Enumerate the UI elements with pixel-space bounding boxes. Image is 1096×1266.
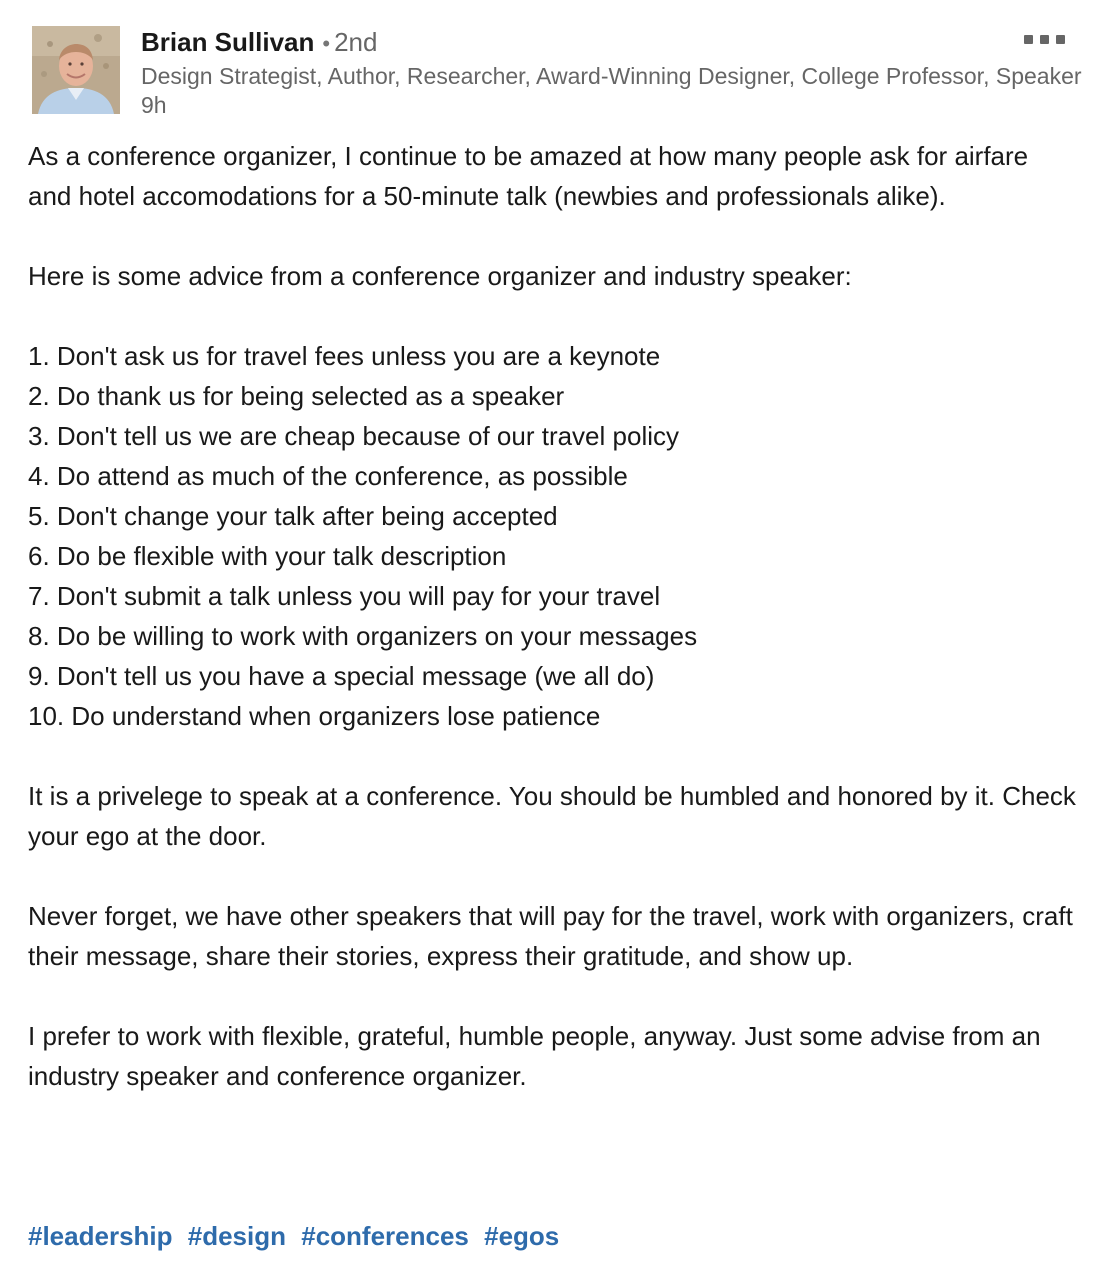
post-timestamp: 9h: [141, 92, 167, 118]
post-paragraph-never-forget: Never forget, we have other speakers that will pay for the travel, work with organizers, craft their message, share their stories, express their gratitude, and show up.: [28, 901, 1073, 971]
author-line: [141, 26, 377, 60]
post-header: [0, 0, 1096, 130]
list-item: 10. Do understand when organizers lose patience: [28, 701, 601, 731]
list-item: 2. Do thank us for being selected as a speaker: [28, 381, 565, 411]
author-photo: [32, 26, 120, 114]
list-item: 5. Don't change your talk after being accepted: [28, 501, 558, 531]
list-item: 1. Don't ask us for travel fees unless you are a keynote: [28, 341, 661, 371]
hashtag-leadership[interactable]: #leadership: [28, 1221, 173, 1251]
hashtag-list: [28, 1216, 559, 1256]
list-item: 3. Don't tell us we are cheap because of our travel policy: [28, 421, 679, 451]
advice-list: [28, 336, 1078, 736]
list-item: 7. Don't submit a talk unless you will pay for your travel: [28, 581, 661, 611]
more-options-dot: [1040, 35, 1049, 44]
more-options-dot: [1056, 35, 1065, 44]
more-options-icon[interactable]: [1016, 26, 1072, 52]
list-item: 9. Don't tell us you have a special message (we all do): [28, 661, 655, 691]
more-options-dot: [1024, 35, 1033, 44]
list-item: 6. Do be flexible with your talk description: [28, 541, 507, 571]
hashtag-egos[interactable]: #egos: [484, 1221, 560, 1251]
post-body: [28, 136, 1078, 1096]
bullet-separator: •: [322, 31, 331, 56]
post-intro: As a conference organizer, I continue to be amazed at how many people ask for airfare and hotel accomodations for a 50-minute talk (newbies and professionals alike).: [28, 141, 1029, 211]
author-name[interactable]: Brian Sullivan: [141, 27, 315, 57]
author-headline: Design Strategist, Author, Researcher, Award-Winning Designer, College Professor, Speaker: [141, 63, 1082, 89]
author-avatar[interactable]: [32, 26, 120, 114]
post-paragraph-prefer: I prefer to work with flexible, grateful, humble people, anyway. Just some advise from an industry speaker and conference organizer.: [28, 1021, 1041, 1091]
post-lead: Here is some advice from a conference organizer and industry speaker:: [28, 261, 852, 291]
hashtag-design[interactable]: #design: [187, 1221, 286, 1251]
list-item: 8. Do be willing to work with organizers on your messages: [28, 621, 698, 651]
post-paragraph-privilege: It is a privelege to speak at a conference. You should be humbled and honored by it. Check your ego at the door.: [28, 781, 1076, 851]
hashtag-conferences[interactable]: #conferences: [301, 1221, 469, 1251]
list-item: 4. Do attend as much of the conference, as possible: [28, 461, 628, 491]
connection-degree: 2nd: [334, 27, 378, 57]
